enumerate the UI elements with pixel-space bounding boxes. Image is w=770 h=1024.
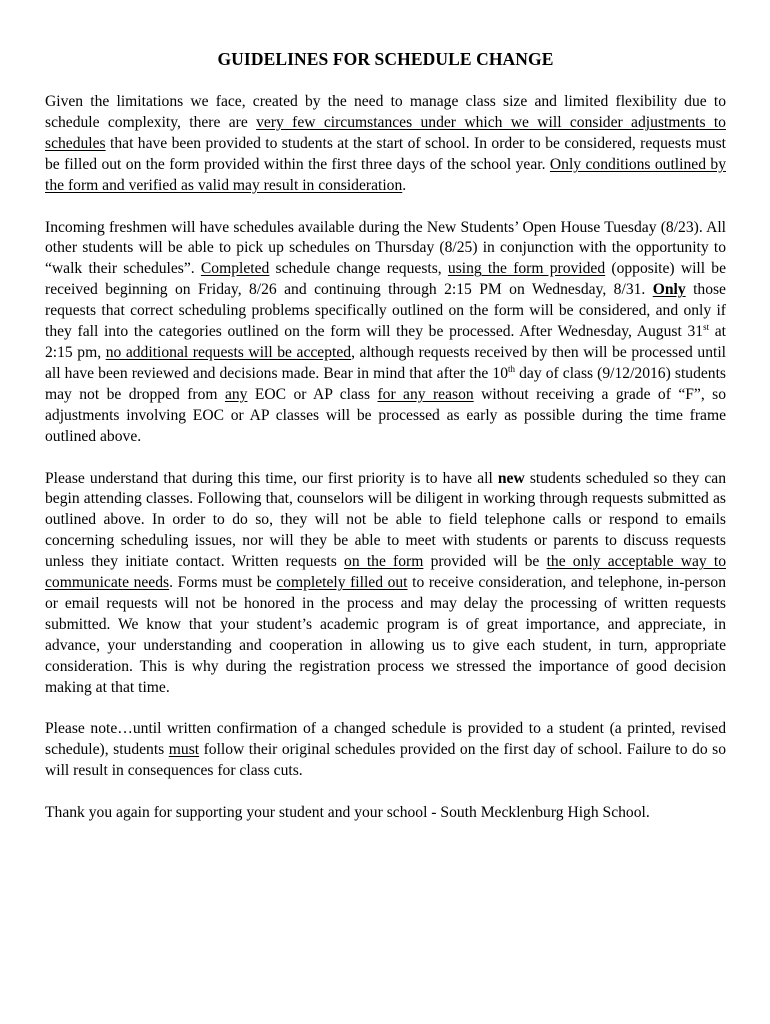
text-run: provided will be [423, 553, 547, 571]
text-run: (opposite) will be received beginning on Friday, 8/26 and continuing through 2:15 PM on Wednesday, 8/31. [45, 260, 727, 299]
bold-underlined-text: Only [652, 281, 686, 299]
text-run: those requests that correct scheduling problems specifically outlined on the form will be considered, and only if they fall into the categories outlined on the form will they be processed. After Wednesday, August 31 [45, 281, 726, 341]
underlined-text: for any reason [377, 385, 474, 403]
text-run: day of class (9/12/2016) students may not be dropped from [45, 364, 726, 403]
text-run: at 2:15 pm, [45, 323, 727, 361]
text-run: Thank you again for supporting your student and your school - South Mecklenburg High School. [45, 804, 650, 822]
text-run: that have been provided to students at the start of school. In order to be considered, requests must be filled out on the form provided within the first three days of the school year. [45, 134, 726, 173]
text-run: follow their original schedules provided on the first day of school. Failure to do so will result in consequences for class cuts. [45, 741, 727, 780]
text-run: Please understand that during this time, our first priority is to have all [45, 469, 498, 487]
superscript: st [703, 322, 710, 333]
underlined-text: completely filled out [276, 574, 408, 592]
underlined-text: no additional requests will be accepted [105, 343, 352, 361]
text-run: students scheduled so they can begin attending classes. Following that, counselors will be diligent in working through requests submitted as outlined above. In order to do so, they will not be able to field telephone calls or respond to emails concerning scheduling issues, nor will they be able to meet with students or parents to discuss requests unless they initiate contact. Written requests [45, 469, 726, 571]
paragraph-note [45, 719, 726, 782]
text-run: schedule change requests, [269, 260, 448, 278]
superscript: th [508, 363, 516, 374]
text-run: to receive consideration, and telephone, in-person or email requests will not be honored in the process and may delay the processing of written requests submitted. We know that your student’s academic program is of great importance, and appreciate, in advance, your understanding and cooperation in allowing us to give each student, in turn, appropriate consideration. This is why during the registration process we stressed the importance of good decision making at that time. [45, 574, 726, 696]
text-run: Incoming freshmen will have schedules available during the New Students’ Open House Tuesday (8/23). All other students will be able to pick up schedules on Thursday (8/25) in conjunction with the opportunity to “walk their schedules”. [45, 218, 726, 278]
text-run: , although requests received by then will be processed until all have been reviewed and decisions made. Bear in mind that after the 10 [45, 343, 726, 382]
underlined-text: using the form provided [447, 260, 606, 278]
text-run: without receiving a grade of “F”, so adjustments involving EOC or AP classes will be processed as early as possible during the time frame outlined above. [45, 385, 726, 445]
paragraph-priorities [45, 469, 726, 699]
underlined-text: on the form [344, 553, 424, 571]
underlined-text: Completed [200, 260, 270, 278]
text-run: EOC or AP class [247, 385, 378, 403]
underlined-text: very few circumstances under which we will consider adjustments to schedules [45, 113, 726, 152]
text-run: . [402, 176, 407, 194]
paragraph-intro [45, 92, 726, 197]
underlined-text: any [224, 385, 248, 403]
text-run: Given the limitations we face, created by the need to manage class size and limited flexibility due to schedule complexity, there are [45, 93, 726, 131]
underlined-text: must [168, 741, 200, 759]
text-run: Please note…until written confirmation of a changed schedule is provided to a student (a printed, revised schedule), students [45, 720, 726, 759]
document-page [45, 47, 726, 824]
paragraph-thanks [45, 803, 726, 824]
bold-text: new [497, 469, 525, 487]
underlined-text: Only conditions outlined by the form and verified as valid may result in consideration [45, 155, 726, 194]
text-run: . Forms must be [169, 574, 277, 592]
page-title: GUIDELINES FOR SCHEDULE CHANGE [217, 49, 554, 69]
paragraph-schedule-pickup [45, 218, 726, 448]
underlined-text: the only acceptable way to communicate needs [45, 553, 726, 592]
